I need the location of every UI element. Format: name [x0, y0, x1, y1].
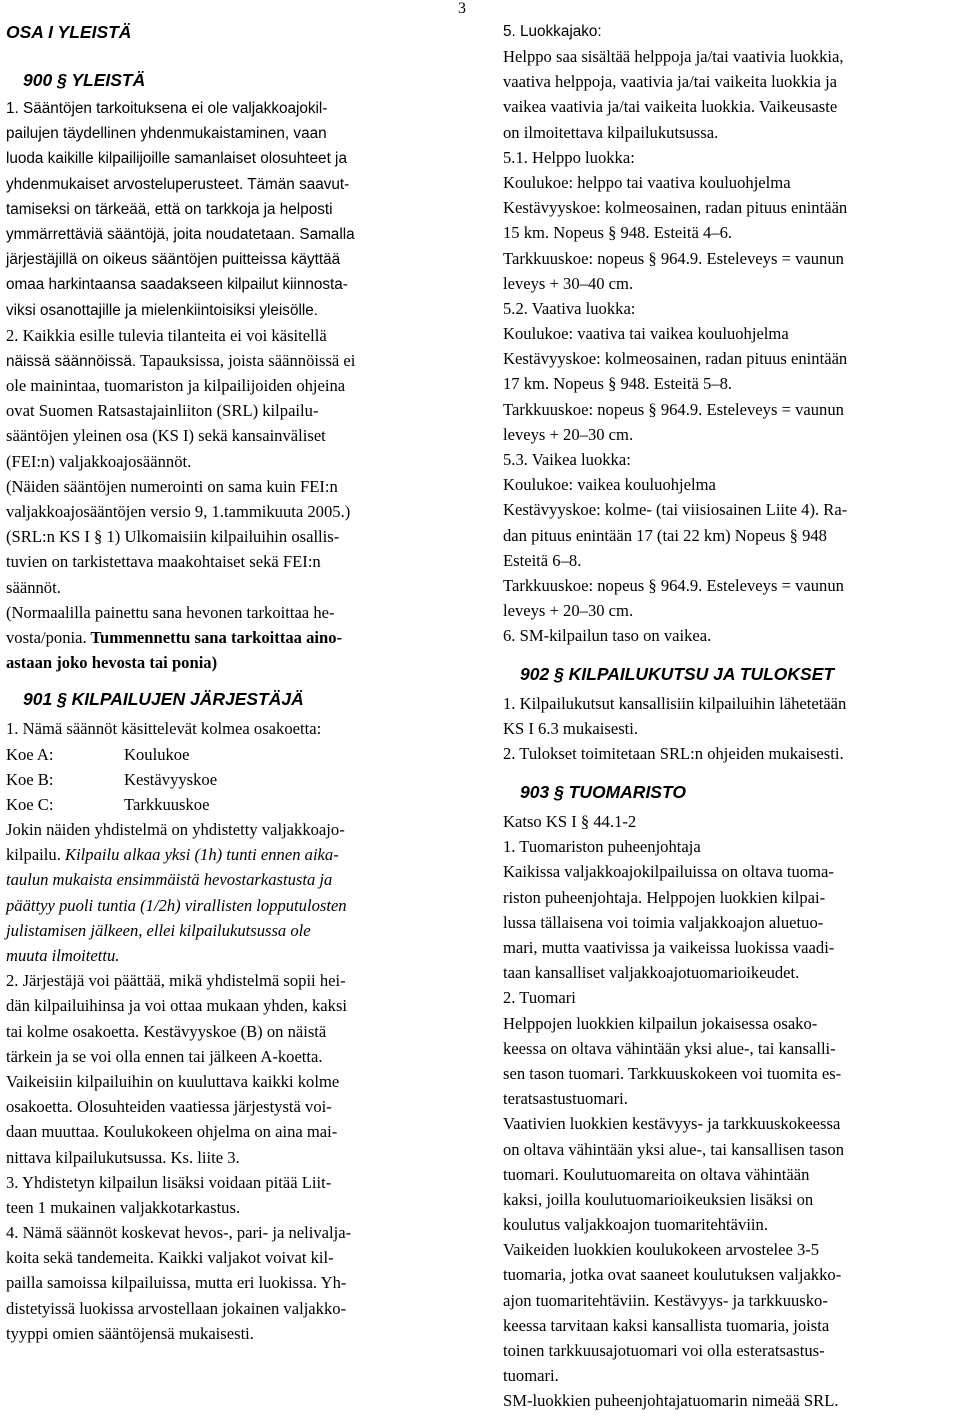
test-row	[6, 742, 474, 767]
text-run: kilpailu.	[6, 845, 61, 865]
text-line: leveys + 30–40 cm.	[503, 273, 634, 293]
text-line: Kestävyyskoe: kolmeosainen, radan pituus enintään	[503, 349, 848, 369]
class-title: 5.3. Vaikea luokka:	[503, 450, 631, 469]
text-line: Tarkkuuskoe: nopeus § 964.9. Esteleveys = vaunun	[503, 248, 844, 268]
text-run: vosta/ponia.	[6, 627, 87, 647]
text-line: vaikea vaativia ja/tai vaikeita luokkia. Vaikeusaste	[503, 97, 838, 117]
text-line: leveys + 20–30 cm.	[503, 424, 634, 444]
text-line: (SRL:n KS I § 1) Ulkomaisiin kilpailuihin osallis-	[6, 527, 340, 547]
test-code: Koe B:	[6, 769, 54, 789]
text-line: viksi osanottajille ja mielenkiintoisiksi yleisölle.	[6, 301, 319, 319]
text-line: lussa tällaisena voi toimia valjakkoajon aluetuo-	[503, 912, 824, 932]
text-line: Kaikissa valjakkoajokilpailuissa on oltava tuoma-	[503, 862, 834, 882]
text-line: 15 km. Nopeus § 948. Esteitä 4–6.	[503, 223, 733, 243]
section-903-heading: 903 § TUOMARISTO	[520, 782, 686, 803]
text-line: 6. SM-kilpailun taso on vaikea.	[503, 626, 712, 646]
text-line: kaksi, joilla koulutuomarioikeuksien lisäksi on	[503, 1189, 814, 1209]
italic-text: julistamisen jälkeen, ellei kilpailukutsussa ole	[6, 920, 311, 940]
text-line: koulutus valjakkoajon tuomaritehtäviin.	[503, 1215, 768, 1235]
text-line: Kestävyyskoe: kolme- (tai viisiosainen Liite 4). Ra-	[503, 500, 848, 520]
text-line: ymmärrettäviä sääntöjä, joita noudatetaan. Samalla	[6, 225, 355, 243]
part-title: OSA I YLEISTÄ	[6, 22, 132, 42]
text-line: on oltava vähintään yksi alue-, tai kansallisen tason	[503, 1139, 844, 1159]
text-line: sen tason tuomari. Tarkkuuskokeen voi tuomita es-	[503, 1063, 842, 1083]
text-line: 1. Kilpailukutsut kansallisiin kilpailuihin lähetetään	[503, 693, 847, 713]
text-line: Koulukoe: vaativa tai vaikea kouluohjelma	[503, 324, 789, 344]
text-line: yhdenmukaiset arvosteluperusteet. Tämän saavut-	[6, 175, 350, 193]
text-line: tärkein ja se voi olla ennen tai jälkeen A-koetta.	[6, 1046, 323, 1066]
section-901-heading: 901 § KILPAILUJEN JÄRJESTÄJÄ	[23, 689, 304, 710]
text-line: Jokin näiden yhdistelmä on yhdistetty valjakkoajo-	[6, 820, 345, 840]
text-line: valjakkoajosääntöjen versio 9, 1.tammikuuta 2005.)	[6, 502, 351, 521]
text-run: Tapauksissa, joista säännöissä ei	[136, 350, 356, 370]
text-line: 2. Kaikkia esille tulevia tilanteita ei voi käsitellä	[6, 325, 327, 345]
text-line: tuvien on tarkistettava maakohtaiset sekä FEI:n	[6, 552, 321, 572]
text-line: distetyissä luokissa arvostellaan jokainen valjakko-	[6, 1298, 347, 1318]
text-line: mari, mutta vaativissa ja vaikeissa luokissa vaadi-	[503, 938, 835, 957]
text-line: tuomari.	[503, 1366, 559, 1386]
text-line: tyyppi omien sääntöjensä mukaisesti.	[6, 1323, 254, 1343]
text-line: teratsastustuomari.	[503, 1089, 628, 1109]
text-line: pailujen täydellinen yhdenmukaistaminen, vaan	[6, 125, 327, 143]
text-line: luoda kaikille kilpailijoille samanlaiset olosuhteet ja	[6, 150, 347, 168]
text-line: SM-luokkien puheenjohtajatuomarin nimeää SRL.	[503, 1391, 839, 1411]
class-title: 5.1. Helppo luokka:	[503, 147, 635, 167]
section-902-heading: 902 § KILPAILUKUTSU JA TULOKSET	[520, 663, 835, 684]
text-line: tuomari. Koulutuomareita on oltava vähintään	[503, 1164, 810, 1184]
section-900-paragraph-1	[6, 96, 474, 323]
subsection-title: 2. Tuomari	[503, 988, 576, 1008]
italic-text: Kilpailu alkaa yksi (1h) tunti ennen aika-	[60, 845, 339, 865]
text-line: ovat Suomen Ratsastajainliiton (SRL) kilpailu-	[6, 401, 319, 421]
text-line: keessa tarvitaan kaksi kansallista tuomaria, joista	[503, 1315, 830, 1335]
text-line: 1. Nämä säännöt käsittelevät kolmea osakoetta:	[6, 719, 322, 739]
test-name: Koulukoe	[124, 744, 190, 764]
test-code: Koe C:	[6, 794, 54, 814]
text-line: Helppojen luokkien kilpailun jokaisessa osako-	[503, 1013, 818, 1033]
text-line: 17 km. Nopeus § 948. Esteitä 5–8.	[503, 374, 733, 394]
section-902-body	[503, 691, 958, 767]
text-line: Tarkkuuskoe: nopeus § 964.9. Esteleveys = vaunun	[503, 399, 844, 419]
text-line: 2. Tulokset toimitetaan SRL:n ohjeiden mukaisesti.	[503, 743, 844, 763]
text-line: osakoetta. Olosuhteiden vaatiessa järjestystä voi-	[6, 1097, 332, 1117]
text-line: vaativa helppoja, vaativia ja/tai vaikeita luokkia ja	[503, 72, 838, 92]
text-line: järjestäjillä on oikeus sääntöjen puitteissa käyttää	[6, 251, 341, 269]
text-line: Vaikeiden luokkien koulukokeen arvostelee 3-5	[503, 1240, 820, 1260]
text-line: ajon tuomaritehtäviin. Kestävyys- ja tarkkuusko-	[503, 1290, 828, 1310]
text-line: omaa harkintaansa saadakseen kilpailut kiinnosta-	[6, 276, 348, 294]
text-line: ole mainintaa, tuomariston ja kilpailijoiden ohjeina	[6, 376, 346, 396]
text-line: riston puheenjohtaja. Helppojen luokkien kilpai-	[503, 887, 826, 907]
text-run: näissä säännöissä.	[6, 352, 137, 370]
text-line: (Normaalilla painettu sana hevonen tarkoittaa he-	[6, 602, 335, 622]
section-903-body	[503, 809, 958, 1414]
text-line: Katso KS I § 44.1-2	[503, 812, 637, 832]
italic-text: päättyy puoli tuntia (1/2h) virallisten lopputulosten	[6, 895, 347, 915]
text-line: Kestävyyskoe: kolmeosainen, radan pituus enintään	[503, 198, 848, 218]
bold-note: astaan joko hevosta tai ponia)	[6, 653, 218, 673]
p5-title: 5. Luokkajako:	[503, 23, 602, 40]
subsection-title: 1. Tuomariston puheenjohtaja	[503, 837, 701, 857]
text-line: on ilmoitettava kilpailukutsussa.	[503, 122, 719, 142]
text-line: tai kolme osakoetta. Kestävyyskoe (B) on näistä	[6, 1021, 327, 1041]
text-line: Vaikeisiin kilpailuihin on kuuluttava kaikki kolme	[6, 1071, 340, 1091]
test-name: Tarkkuuskoe	[124, 794, 210, 814]
bold-note: Tummennettu sana tarkoittaa aino-	[86, 627, 343, 647]
text-line: koita sekä tandemeita. Kaikki valjakot voivat kil-	[6, 1248, 334, 1268]
text-line: KS I 6.3 mukaisesti.	[503, 718, 639, 738]
text-line: 2. Järjestäjä voi päättää, mikä yhdistelmä sopii hei-	[6, 971, 346, 991]
text-line: dan pituus enintään 17 (tai 22 km) Nopeus § 948	[503, 525, 827, 545]
italic-text: muuta ilmoitettu.	[6, 946, 120, 965]
section-900-paragraph-2	[6, 323, 474, 676]
text-line: tuomaria, jotka ovat saaneet koulutuksen valjakko-	[503, 1265, 842, 1285]
text-line: Helppo saa sisältää helppoja ja/tai vaativia luokkia,	[503, 47, 844, 66]
text-line: Esteitä 6–8.	[503, 550, 582, 570]
right-column	[503, 0, 958, 1414]
text-line: taan kansalliset valjakkoajotuomarioikeudet.	[503, 963, 800, 983]
text-line: 1. Sääntöjen tarkoituksena ei ole valjakkoajokil-	[6, 100, 328, 117]
class-title: 5.2. Vaativa luokka:	[503, 298, 636, 318]
text-line: Tarkkuuskoe: nopeus § 964.9. Esteleveys = vaunun	[503, 575, 844, 595]
text-line: (Näiden sääntöjen numerointi on sama kuin FEI:n	[6, 476, 338, 496]
test-name: Kestävyyskoe	[124, 769, 218, 789]
text-line: nittava kilpailukutsussa. Ks. liite 3.	[6, 1147, 240, 1167]
text-line: tamiseksi on tärkeää, että on tarkkoja ja helposti	[6, 200, 333, 218]
text-line: Vaativien luokkien kestävyys- ja tarkkuuskokeessa	[503, 1114, 841, 1134]
text-line: sääntöjen yleinen osa (KS I) sekä kansainväliset	[6, 426, 326, 446]
text-line: Koulukoe: vaikea kouluohjelma	[503, 475, 716, 495]
text-line: 4. Nämä säännöt koskevat hevos-, pari- ja nelivalja-	[6, 1223, 352, 1243]
test-row	[6, 767, 474, 792]
section-901-body	[6, 716, 474, 1346]
text-line: Koulukoe: helppo tai vaativa kouluohjelma	[503, 172, 791, 192]
text-line: 3. Yhdistetyn kilpailun lisäksi voidaan pitää Liit-	[6, 1172, 332, 1192]
class-division	[503, 44, 958, 649]
text-line: leveys + 20–30 cm.	[503, 601, 634, 621]
italic-text: taulun mukaista ensimmäistä hevostarkastusta ja	[6, 870, 333, 890]
text-line: pailla samoissa kilpailuissa, mutta eri luokissa. Yh-	[6, 1273, 347, 1293]
text-line: dän kilpailuihinsa ja voi ottaa mukaan yhden, kaksi	[6, 996, 348, 1016]
text-line: keessa on oltava vähintään yksi alue-, tai kansalli-	[503, 1038, 836, 1058]
text-line: säännöt.	[6, 577, 61, 597]
text-line: toinen tarkkuusajotuomari voi olla esteratsastus-	[503, 1341, 825, 1360]
text-line: daan muuttaa. Koulukokeen ohjelma on aina mai-	[6, 1122, 338, 1142]
text-line: (FEI:n) valjakkoajosäännöt.	[6, 451, 192, 471]
page-number: 3	[458, 0, 466, 17]
test-code: Koe A:	[6, 744, 54, 764]
section-900-heading: 900 § YLEISTÄ	[23, 70, 146, 90]
test-row	[6, 792, 474, 817]
left-column	[6, 0, 474, 1346]
text-line: teen 1 mukainen valjakkotarkastus.	[6, 1197, 241, 1217]
